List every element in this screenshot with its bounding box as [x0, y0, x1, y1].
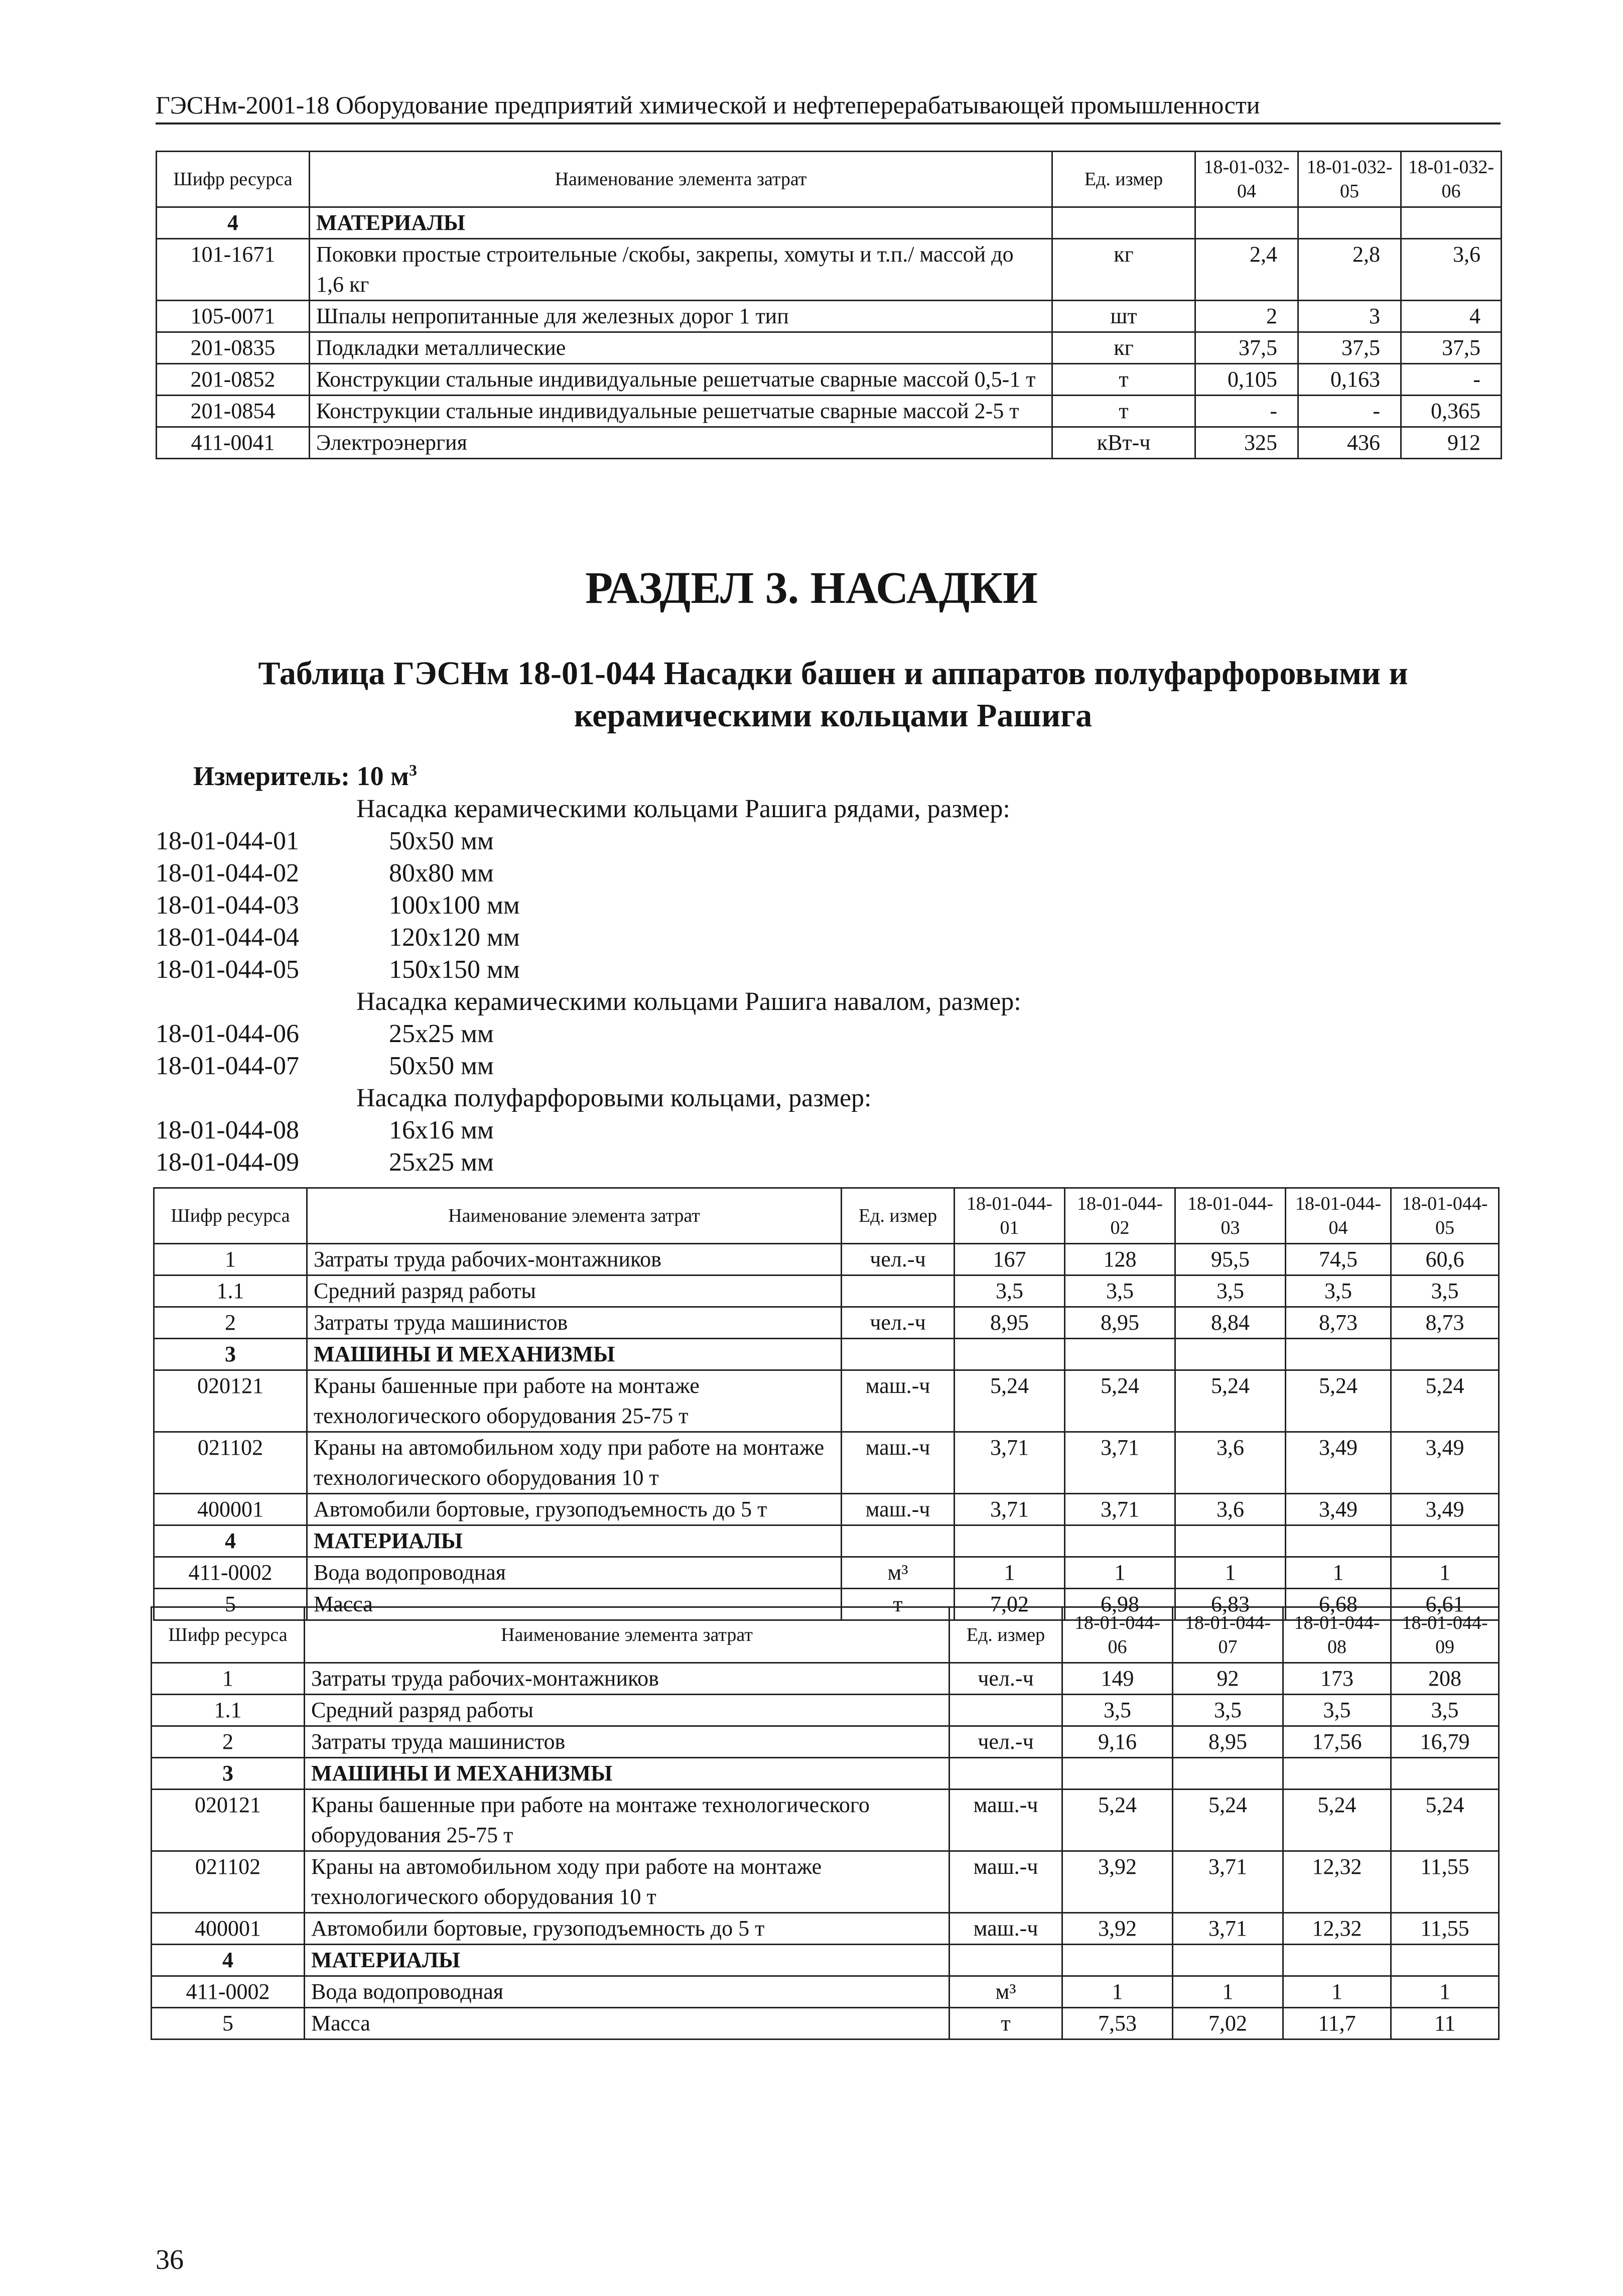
cost-element-name: Вода водопроводная — [307, 1557, 842, 1589]
table-row — [152, 2008, 1499, 2039]
resource-code: 101-1671 — [157, 239, 310, 301]
variant-code: 18-01-044-02 — [156, 859, 299, 887]
resource-code: 105-0071 — [157, 301, 310, 332]
value-cell: 3,49 — [1286, 1494, 1391, 1525]
column-header: 18-01-044-01 — [955, 1188, 1065, 1244]
value-cell: - — [1401, 364, 1502, 396]
value-cell: 17,56 — [1283, 1726, 1391, 1758]
variant-size: 80х80 мм — [389, 859, 494, 887]
value-cell: 5,24 — [1283, 1790, 1391, 1851]
column-header: 18-01-032-06 — [1401, 152, 1502, 207]
resource-code: 1.1 — [152, 1695, 305, 1726]
unit — [1052, 207, 1195, 239]
table-row — [152, 1790, 1499, 1851]
variant-description-text: Насадка керамическими кольцами Рашига навалом, размер: — [356, 987, 1021, 1016]
cost-element-name: МАШИНЫ И МЕХАНИЗМЫ — [305, 1758, 950, 1790]
value-cell: 208 — [1391, 1663, 1499, 1695]
value-cell — [1173, 1758, 1283, 1790]
value-cell: 0,163 — [1298, 364, 1401, 396]
group-row — [152, 1758, 1499, 1790]
unit — [842, 1275, 955, 1307]
value-cell: 3,92 — [1062, 1913, 1173, 1945]
value-cell: - — [1195, 396, 1298, 427]
value-cell: 1 — [1062, 1976, 1173, 2008]
resource-code: 5 — [152, 2008, 305, 2039]
unit: маш.-ч — [950, 1790, 1062, 1851]
table-row — [152, 1663, 1499, 1695]
unit: т — [1052, 364, 1195, 396]
resource-code: 3 — [152, 1758, 305, 1790]
cost-element-name: Шпалы непропитанные для железных дорог 1 тип — [310, 301, 1052, 332]
resources-table-044-06-09 — [151, 1606, 1500, 2040]
value-cell: 95,5 — [1175, 1244, 1286, 1275]
value-cell: 1 — [1283, 1976, 1391, 2008]
variant-code: 18-01-044-08 — [156, 1116, 299, 1144]
table-row — [154, 1275, 1499, 1307]
resources-table-044-01-05 — [153, 1187, 1500, 1621]
value-cell — [955, 1525, 1065, 1557]
table-header-row — [152, 1607, 1499, 1663]
table-row — [154, 1557, 1499, 1589]
value-cell: 1 — [1175, 1557, 1286, 1589]
resource-code: 201-0835 — [157, 332, 310, 364]
measure-value: 10 $м^3$ — [356, 761, 417, 791]
value-cell: 3,6 — [1175, 1432, 1286, 1494]
resource-code: 411-0041 — [157, 427, 310, 459]
column-header: Ед. измер — [1052, 152, 1195, 207]
variant-code: 18-01-044-01 — [156, 827, 299, 855]
value-cell: 173 — [1283, 1663, 1391, 1695]
unit: м³ — [950, 1976, 1062, 2008]
value-cell: 128 — [1065, 1244, 1175, 1275]
column-header: 18-01-032-05 — [1298, 152, 1401, 207]
value-cell — [1283, 1945, 1391, 1976]
variant-code: 18-01-044-03 — [156, 891, 299, 920]
variant-code: 18-01-044-05 — [156, 955, 299, 984]
value-cell: 5,24 — [1286, 1370, 1391, 1432]
value-cell: 7,02 — [1173, 2008, 1283, 2039]
value-cell: 0,105 — [1195, 364, 1298, 396]
resource-code: 2 — [154, 1307, 307, 1339]
value-cell: 1 — [1173, 1976, 1283, 2008]
resource-code: 3 — [154, 1339, 307, 1370]
table-row — [152, 1976, 1499, 2008]
value-cell: 8,95 — [955, 1307, 1065, 1339]
table-row — [157, 301, 1502, 332]
value-cell: 2,8 — [1298, 239, 1401, 301]
unit — [842, 1525, 955, 1557]
value-cell — [1401, 207, 1502, 239]
value-cell: 60,6 — [1391, 1244, 1499, 1275]
group-row — [154, 1525, 1499, 1557]
table-row — [154, 1244, 1499, 1275]
unit: маш.-ч — [950, 1851, 1062, 1913]
value-cell: 5,24 — [955, 1370, 1065, 1432]
unit: т — [1052, 396, 1195, 427]
value-cell: 3 — [1298, 301, 1401, 332]
variant-size: 150х150 мм — [389, 955, 520, 984]
value-cell: 37,5 — [1195, 332, 1298, 364]
unit — [950, 1945, 1062, 1976]
value-cell: 74,5 — [1286, 1244, 1391, 1275]
value-cell: 6,83 — [1175, 1589, 1286, 1620]
resource-code: 411-0002 — [154, 1557, 307, 1589]
column-header: Ед. измер — [950, 1607, 1062, 1663]
value-cell — [1173, 1945, 1283, 1976]
value-cell: 1 — [1065, 1557, 1175, 1589]
table-title: Таблица ГЭСНм 18-01-044 Насадки башен и аппаратов полуфарфоровыми и керамическими кольцами Рашига — [258, 655, 1408, 734]
cost-element-name: Краны на автомобильном ходу при работе на монтаже технологического оборудования 10 т — [307, 1432, 842, 1494]
cost-element-name: Конструкции стальные индивидуальные решетчатые сварные массой 2-5 т — [310, 396, 1052, 427]
unit — [842, 1339, 955, 1370]
variant-code: 18-01-044-04 — [156, 923, 299, 952]
resource-code: 1.1 — [154, 1275, 307, 1307]
cost-element-name: Затраты труда рабочих-монтажников — [307, 1244, 842, 1275]
cost-element-name: МАТЕРИАЛЫ — [305, 1945, 950, 1976]
value-cell: 5,24 — [1065, 1370, 1175, 1432]
column-header: 18-01-044-05 — [1391, 1188, 1499, 1244]
group-row — [157, 207, 1502, 239]
column-header: Наименование элемента затрат — [305, 1607, 950, 1663]
value-cell — [1286, 1525, 1391, 1557]
value-cell — [1195, 207, 1298, 239]
value-cell — [1391, 1525, 1499, 1557]
cost-element-name: Электроэнергия — [310, 427, 1052, 459]
group-row — [154, 1339, 1499, 1370]
variant-size: 25х25 мм — [389, 1019, 494, 1048]
value-cell: 5,24 — [1391, 1370, 1499, 1432]
unit: т — [842, 1589, 955, 1620]
column-header: 18-01-044-02 — [1065, 1188, 1175, 1244]
value-cell: 9,16 — [1062, 1726, 1173, 1758]
table-row — [154, 1370, 1499, 1432]
measure-label: Измеритель: — [193, 761, 350, 791]
column-header: Шифр ресурса — [154, 1188, 307, 1244]
unit: м³ — [842, 1557, 955, 1589]
value-cell — [1391, 1339, 1499, 1370]
cost-element-name: Масса — [305, 2008, 950, 2039]
value-cell: 12,32 — [1283, 1851, 1391, 1913]
value-cell: 11,55 — [1391, 1851, 1499, 1913]
value-cell — [1062, 1758, 1173, 1790]
column-header: 18-01-044-03 — [1175, 1188, 1286, 1244]
unit: маш.-ч — [842, 1370, 955, 1432]
value-cell — [955, 1339, 1065, 1370]
value-cell — [1298, 207, 1401, 239]
value-cell: 16,79 — [1391, 1726, 1499, 1758]
unit: чел.-ч — [842, 1244, 955, 1275]
cost-element-name: Подкладки металлические — [310, 332, 1052, 364]
resource-code: 411-0002 — [152, 1976, 305, 2008]
cost-element-name: Краны башенные при работе на монтаже технологического оборудования 25-75 т — [307, 1370, 842, 1432]
resource-code: 5 — [154, 1589, 307, 1620]
resource-code: 4 — [157, 207, 310, 239]
value-cell: 3,5 — [955, 1275, 1065, 1307]
column-header: 18-01-044-09 — [1391, 1607, 1499, 1663]
column-header: 18-01-044-07 — [1173, 1607, 1283, 1663]
value-cell: 3,71 — [1065, 1494, 1175, 1525]
value-cell: 3,5 — [1175, 1275, 1286, 1307]
value-cell — [1283, 1758, 1391, 1790]
value-cell: 3,5 — [1391, 1275, 1499, 1307]
value-cell: 3,5 — [1283, 1695, 1391, 1726]
value-cell: 11,7 — [1283, 2008, 1391, 2039]
table-header-row — [154, 1188, 1499, 1244]
value-cell — [1286, 1339, 1391, 1370]
variant-code: 18-01-044-06 — [156, 1019, 299, 1048]
unit: чел.-ч — [950, 1663, 1062, 1695]
table-row — [152, 1695, 1499, 1726]
cost-element-name: МАШИНЫ И МЕХАНИЗМЫ — [307, 1339, 842, 1370]
value-cell: 8,84 — [1175, 1307, 1286, 1339]
column-header: Шифр ресурса — [152, 1607, 305, 1663]
resource-code: 020121 — [154, 1370, 307, 1432]
value-cell: 3,5 — [1065, 1275, 1175, 1307]
table-row — [157, 396, 1502, 427]
value-cell — [1065, 1339, 1175, 1370]
value-cell: 92 — [1173, 1663, 1283, 1695]
value-cell: 6,98 — [1065, 1589, 1175, 1620]
value-cell — [1175, 1339, 1286, 1370]
value-cell: 3,6 — [1175, 1494, 1286, 1525]
column-header: 18-01-044-04 — [1286, 1188, 1391, 1244]
value-cell: 3,71 — [1173, 1913, 1283, 1945]
resources-table-032 — [156, 151, 1502, 459]
cost-element-name: Краны башенные при работе на монтаже технологического оборудования 25-75 т — [305, 1790, 950, 1851]
value-cell: 1 — [955, 1557, 1065, 1589]
table-row — [157, 427, 1502, 459]
table-row — [152, 1913, 1499, 1945]
value-cell: 37,5 — [1298, 332, 1401, 364]
value-cell: 167 — [955, 1244, 1065, 1275]
value-cell: 6,61 — [1391, 1589, 1499, 1620]
value-cell: 5,24 — [1391, 1790, 1499, 1851]
value-cell: 2,4 — [1195, 239, 1298, 301]
cost-element-name: Масса — [307, 1589, 842, 1620]
measure-line — [193, 760, 417, 792]
table-row — [157, 239, 1502, 301]
unit: маш.-ч — [950, 1913, 1062, 1945]
value-cell: 325 — [1195, 427, 1298, 459]
variant-code: 18-01-044-09 — [156, 1148, 299, 1177]
resource-code: 400001 — [152, 1913, 305, 1945]
value-cell: 3,5 — [1391, 1695, 1499, 1726]
value-cell — [1062, 1945, 1173, 1976]
variant-size: 16х16 мм — [389, 1116, 494, 1144]
resource-code: 201-0854 — [157, 396, 310, 427]
column-header: 18-01-044-08 — [1283, 1607, 1391, 1663]
value-cell: 8,73 — [1286, 1307, 1391, 1339]
group-row — [152, 1945, 1499, 1976]
table-row — [154, 1494, 1499, 1525]
unit: чел.-ч — [950, 1726, 1062, 1758]
resource-code: 021102 — [154, 1432, 307, 1494]
resource-code: 1 — [152, 1663, 305, 1695]
value-cell — [1065, 1525, 1175, 1557]
cost-element-name: Затраты труда машинистов — [307, 1307, 842, 1339]
page-header: ГЭСНм-2001-18 Оборудование предприятий химической и нефтеперерабатывающей промышленности — [156, 90, 1501, 124]
value-cell: 149 — [1062, 1663, 1173, 1695]
value-cell: 5,24 — [1175, 1370, 1286, 1432]
value-cell: 3,71 — [1173, 1851, 1283, 1913]
value-cell: 912 — [1401, 427, 1502, 459]
value-cell: 8,95 — [1173, 1726, 1283, 1758]
variant-size: 50х50 мм — [389, 1052, 494, 1080]
section-title: РАЗДЕЛ 3. НАСАДКИ — [585, 563, 1038, 613]
resource-code: 201-0852 — [157, 364, 310, 396]
value-cell: 436 — [1298, 427, 1401, 459]
value-cell: 1 — [1391, 1557, 1499, 1589]
cost-element-name: Краны на автомобильном ходу при работе на монтаже технологического оборудования 10 т — [305, 1851, 950, 1913]
resource-code: 400001 — [154, 1494, 307, 1525]
variant-size: 100х100 мм — [389, 891, 520, 920]
unit: шт — [1052, 301, 1195, 332]
value-cell: 3,71 — [1065, 1432, 1175, 1494]
unit: кВт-ч — [1052, 427, 1195, 459]
cost-element-name: Затраты труда рабочих-монтажников — [305, 1663, 950, 1695]
value-cell: 5,24 — [1062, 1790, 1173, 1851]
table-row — [157, 364, 1502, 396]
value-cell: 12,32 — [1283, 1913, 1391, 1945]
table-row — [152, 1851, 1499, 1913]
variant-description-text: Насадка полуфарфоровыми кольцами, размер: — [356, 1084, 872, 1112]
value-cell: 3,5 — [1062, 1695, 1173, 1726]
variant-size: 25х25 мм — [389, 1148, 494, 1177]
value-cell: 3,92 — [1062, 1851, 1173, 1913]
value-cell: 0,365 — [1401, 396, 1502, 427]
value-cell: 3,71 — [955, 1432, 1065, 1494]
column-header: 18-01-044-06 — [1062, 1607, 1173, 1663]
variant-description-text: Насадка керамическими кольцами Рашига рядами, размер: — [356, 795, 1010, 823]
table-header-row — [157, 152, 1502, 207]
unit: кг — [1052, 239, 1195, 301]
cost-element-name: Средний разряд работы — [305, 1695, 950, 1726]
value-cell: 11 — [1391, 2008, 1499, 2039]
cost-element-name: МАТЕРИАЛЫ — [310, 207, 1052, 239]
value-cell: 3,49 — [1391, 1432, 1499, 1494]
table-row — [152, 1726, 1499, 1758]
table-row — [157, 332, 1502, 364]
unit: маш.-ч — [842, 1494, 955, 1525]
cost-element-name: Средний разряд работы — [307, 1275, 842, 1307]
column-header: Шифр ресурса — [157, 152, 310, 207]
value-cell: 1 — [1286, 1557, 1391, 1589]
table-row — [154, 1307, 1499, 1339]
value-cell: 37,5 — [1401, 332, 1502, 364]
cost-element-name: Автомобили бортовые, грузоподъемность до 5 т — [307, 1494, 842, 1525]
value-cell: 8,95 — [1065, 1307, 1175, 1339]
variant-size: 50х50 мм — [389, 827, 494, 855]
column-header: Ед. измер — [842, 1188, 955, 1244]
value-cell: 5,24 — [1173, 1790, 1283, 1851]
unit: маш.-ч — [842, 1432, 955, 1494]
value-cell — [1391, 1758, 1499, 1790]
cost-element-name: Автомобили бортовые, грузоподъемность до 5 т — [305, 1913, 950, 1945]
unit — [950, 1758, 1062, 1790]
unit — [950, 1695, 1062, 1726]
resource-code: 1 — [154, 1244, 307, 1275]
column-header: Наименование элемента затрат — [310, 152, 1052, 207]
unit: кг — [1052, 332, 1195, 364]
variant-size: 120х120 мм — [389, 923, 520, 952]
value-cell: 11,55 — [1391, 1913, 1499, 1945]
value-cell: 3,49 — [1391, 1494, 1499, 1525]
resource-code: 020121 — [152, 1790, 305, 1851]
column-header: 18-01-032-04 — [1195, 152, 1298, 207]
cost-element-name: Затраты труда машинистов — [305, 1726, 950, 1758]
value-cell: 2 — [1195, 301, 1298, 332]
value-cell: 6,68 — [1286, 1589, 1391, 1620]
cost-element-name: МАТЕРИАЛЫ — [307, 1525, 842, 1557]
value-cell: 7,02 — [955, 1589, 1065, 1620]
variant-code: 18-01-044-07 — [156, 1052, 299, 1080]
cost-element-name: Конструкции стальные индивидуальные решетчатые сварные массой 0,5-1 т — [310, 364, 1052, 396]
value-cell — [1175, 1525, 1286, 1557]
resource-code: 021102 — [152, 1851, 305, 1913]
value-cell: 3,71 — [955, 1494, 1065, 1525]
resource-code: 2 — [152, 1726, 305, 1758]
resource-code: 4 — [152, 1945, 305, 1976]
value-cell: 1 — [1391, 1976, 1499, 2008]
cost-element-name: Вода водопроводная — [305, 1976, 950, 2008]
value-cell: - — [1298, 396, 1401, 427]
value-cell: 4 — [1401, 301, 1502, 332]
resource-code: 4 — [154, 1525, 307, 1557]
column-header: Наименование элемента затрат — [307, 1188, 842, 1244]
unit: чел.-ч — [842, 1307, 955, 1339]
page-number: 36 — [156, 2244, 184, 2275]
value-cell: 3,5 — [1173, 1695, 1283, 1726]
value-cell: 3,49 — [1286, 1432, 1391, 1494]
cost-element-name: Поковки простые строительные /скобы, закрепы, хомуты и т.п./ массой до 1,6 кг — [310, 239, 1052, 301]
value-cell — [1391, 1945, 1499, 1976]
unit: т — [950, 2008, 1062, 2039]
value-cell: 3,6 — [1401, 239, 1502, 301]
value-cell: 7,53 — [1062, 2008, 1173, 2039]
value-cell: 3,5 — [1286, 1275, 1391, 1307]
table-row — [154, 1432, 1499, 1494]
value-cell: 8,73 — [1391, 1307, 1499, 1339]
